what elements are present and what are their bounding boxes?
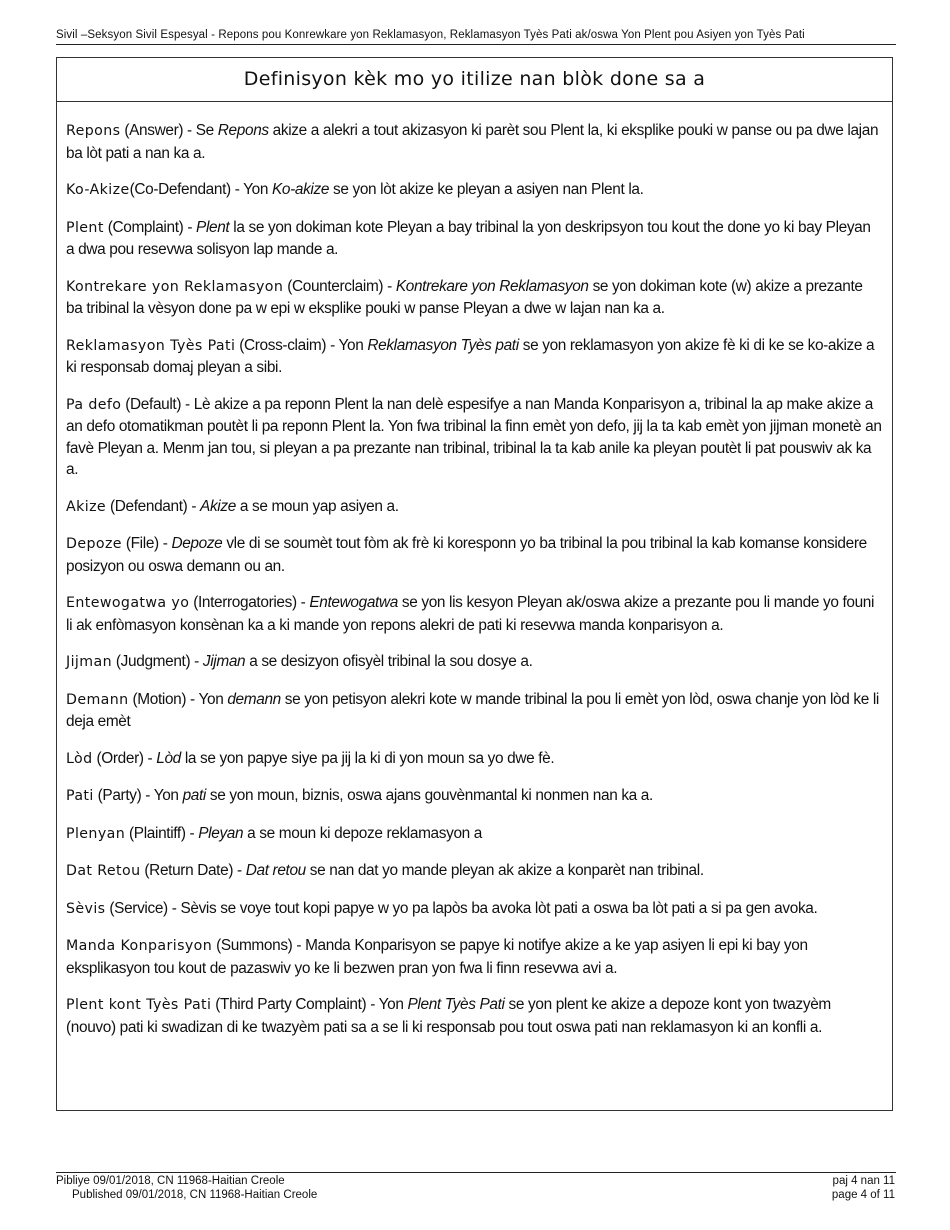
definition-english: (Motion) - Yon — [128, 690, 228, 708]
header-divider — [56, 44, 896, 45]
definition-english: (Cross-claim) - Yon — [235, 336, 368, 354]
definition-english: (Answer) - Se — [120, 122, 218, 139]
definition-text: Lè akize a pa reponn Plent la nan delè espesifye a nan Manda Konparisyon a, tribinal la ap make akize a an defo otomatikman poutèt li pa reponn Plent la. Yon fwa tribinal la finn emèt yon defo, jij la ta kab emèt yon jijman monetè an favè Pleyan a. Menm jan tou, si pleyan a pa prezante nan tribinal, tribinal la ta kab anile ka pleyan poutèt li pat pouswiv ak ka a. — [66, 395, 882, 478]
definition-emphasis: Kontrekare yon Reklamasyon — [395, 277, 589, 295]
definition-english: (Interrogatories) - — [189, 594, 310, 611]
definition-emphasis: Ko-akize — [271, 181, 330, 198]
definition-emphasis: Entewogatwa — [309, 594, 398, 611]
definition-text: Manda Konparisyon se papye ki notifye akize a ke yap asiyen li epi ki bay yon eksplikasyon tou kout de pazaswiv yo ke li bezwen pran yon fwa li finn resevwa avi a. — [66, 937, 808, 977]
definition-item — [66, 120, 882, 164]
definition-text: se yon reklamasyon yon akize fè ki di ke se ko-akize a ki responsab domaj pleyan a sibi. — [66, 336, 875, 376]
definition-text: se yon dokiman kote (w) akize a prezante ba tribinal la vèsyon done pa w epi w eksplike pouki w panse Pleyan a dwe w lajan nan ka a. — [66, 277, 863, 317]
definition-term: Plenyan — [66, 825, 126, 842]
definition-text: se nan dat yo mande pleyan ak akize a konparèt nan tribinal. — [305, 862, 704, 879]
definition-emphasis: demann — [227, 690, 281, 708]
footer-published-english: Published 09/01/2018, CN 11968-Haitian Creole — [72, 1189, 318, 1201]
definition-term: Pa defo — [66, 396, 122, 413]
definition-term: Plent — [66, 219, 104, 236]
definition-emphasis: Plent — [196, 218, 230, 236]
definition-english: (Third Party Complaint) - Yon — [211, 996, 408, 1013]
definition-item — [66, 860, 882, 883]
definition-term: Depoze — [66, 536, 122, 552]
definition-emphasis: Jijman — [202, 653, 246, 670]
definition-item — [66, 689, 882, 733]
definition-term: Lòd — [66, 750, 93, 767]
definitions-box — [56, 57, 893, 1111]
definition-english: (Judgment) - — [111, 653, 203, 670]
definition-english: (Co-Defendant) - Yon — [129, 181, 272, 198]
definition-item — [66, 823, 882, 846]
definition-emphasis: Repons — [217, 122, 269, 139]
definition-item — [66, 935, 882, 979]
definition-term: Entewogatwa yo — [66, 595, 190, 611]
definition-emphasis: Plent Tyès Pati — [407, 996, 505, 1013]
definition-text: a se moun ki depoze reklamasyon a — [243, 824, 482, 842]
definition-text: se yon plent ke akize a depoze kont yon twazyèm (nouvo) pati ki swadizan di ke twazyèm pati sa a se li ki responsab pou tout oswa pati nan reklamasyon ki an konfli a. — [66, 996, 831, 1036]
definition-term: Manda Konparisyon — [66, 938, 213, 954]
definition-term: Pati — [66, 788, 94, 804]
definition-term: Ko-Akize — [66, 182, 130, 198]
definition-text: akize a alekri a tout akizasyon ki parèt sou Plent la, ki eksplike pouki w panse ou pa dwe lajan ba lòt pati a nan ka a. — [66, 122, 879, 162]
footer-publication — [56, 1174, 317, 1202]
definition-text: se yon lòt akize ke pleyan a asiyen nan Plent la. — [329, 181, 644, 198]
definition-term: Plent kont Tyès Pati — [66, 997, 212, 1013]
definition-text: se yon moun, biznis, oswa ajans gouvènmantal ki nonmen nan ka a. — [206, 787, 653, 804]
definition-term: Demann — [66, 691, 129, 708]
footer-divider — [56, 1172, 896, 1173]
definition-english: (Return Date) - — [140, 862, 246, 879]
definition-item — [66, 533, 882, 577]
definition-item — [66, 496, 882, 519]
definition-english: (Plaintiff) - — [125, 824, 199, 842]
definition-term: Reklamasyon Tyès Pati — [66, 337, 236, 354]
definition-item — [66, 748, 882, 771]
page-header: Sivil –Seksyon Sivil Espesyal - Repons pou Konrewkare yon Reklamasyon, Reklamasyon Tyès Pati ak/oswa Yon Plent pou Asiyen yon Tyès Pati — [56, 29, 805, 41]
definition-text: se yon petisyon alekri kote w mande tribinal la pou li emèt yon lòd, oswa chanje yon lòd ke li deja emèt — [66, 690, 879, 730]
definition-english: (Defendant) - — [106, 497, 201, 515]
definition-item — [66, 179, 882, 202]
definition-text: Sèvis se voye tout kopi papye w yo pa lapòs ba avoka lòt pati a oswa ba lòt pati a si pa gen avoka. — [180, 899, 818, 917]
definition-english: (Complaint) - — [103, 218, 197, 236]
definition-text: vle di se soumèt tout fòm ak frè ki koresponn yo ba tribinal la pou tribinal la kab komanse konsidere posizyon ou oswa demann ou an. — [66, 535, 867, 575]
footer-published-creole: Pibliye 09/01/2018, CN 11968-Haitian Creole — [56, 1175, 285, 1187]
definition-emphasis: Lòd — [156, 749, 181, 767]
definition-text: a se desizyon ofisyèl tribinal la sou dosye a. — [245, 653, 533, 670]
definition-text: a se moun yap asiyen a. — [235, 497, 399, 515]
definition-term: Sèvis — [66, 900, 106, 917]
definition-term: Jijman — [66, 654, 112, 670]
definition-emphasis: Depoze — [171, 535, 223, 552]
page-number-creole: paj 4 nan 11 — [832, 1175, 895, 1187]
definition-english: (Party) - Yon — [93, 787, 183, 804]
definition-term: Kontrekare yon Reklamasyon — [66, 278, 284, 295]
footer-page-number — [832, 1174, 895, 1202]
definition-emphasis: Pleyan — [198, 824, 244, 842]
definition-term: Dat Retou — [66, 863, 141, 879]
definition-item — [66, 217, 882, 261]
definition-english: (Default) - — [121, 395, 194, 413]
definition-emphasis: pati — [182, 787, 206, 804]
definition-english: (Order) - — [92, 749, 157, 767]
definition-text: la se yon dokiman kote Pleyan a bay tribinal la yon deskripsyon tou kout the done yo ki bay Pleyan a dwa pou resevwa solisyon lap mande a. — [66, 218, 871, 258]
definitions-list — [57, 102, 892, 1038]
definition-item — [66, 592, 882, 636]
definition-item — [66, 394, 882, 481]
definition-item — [66, 785, 882, 808]
definition-item — [66, 994, 882, 1038]
definition-english: (Service) - — [105, 899, 181, 917]
definition-english: (Counterclaim) - — [283, 277, 396, 295]
definition-term: Repons — [66, 123, 121, 139]
definitions-title: Definisyon kèk mo yo itilize nan blòk done sa a — [57, 58, 892, 102]
definition-emphasis: Dat retou — [245, 862, 306, 879]
definition-item — [66, 276, 882, 320]
definition-item — [66, 335, 882, 379]
definition-text: la se yon papye siye pa jij la ki di yon moun sa yo dwe fè. — [180, 749, 555, 767]
definition-term: Akize — [66, 498, 107, 515]
definition-english: (Summons) - — [212, 937, 306, 954]
page-number-english: page 4 of 11 — [831, 1189, 895, 1201]
definition-emphasis: Akize — [200, 497, 236, 515]
definition-english: (File) - — [121, 535, 172, 552]
definition-emphasis: Reklamasyon Tyès pati — [367, 336, 519, 354]
definition-text: se yon lis kesyon Pleyan ak/oswa akize a prezante pou li mande yo founi li ak enfòmasyon konsènan ka a ki mande yon repons alekri de pati ki resevwa manda konparisyon a. — [66, 594, 875, 634]
definition-item — [66, 651, 882, 674]
definition-item — [66, 898, 882, 921]
